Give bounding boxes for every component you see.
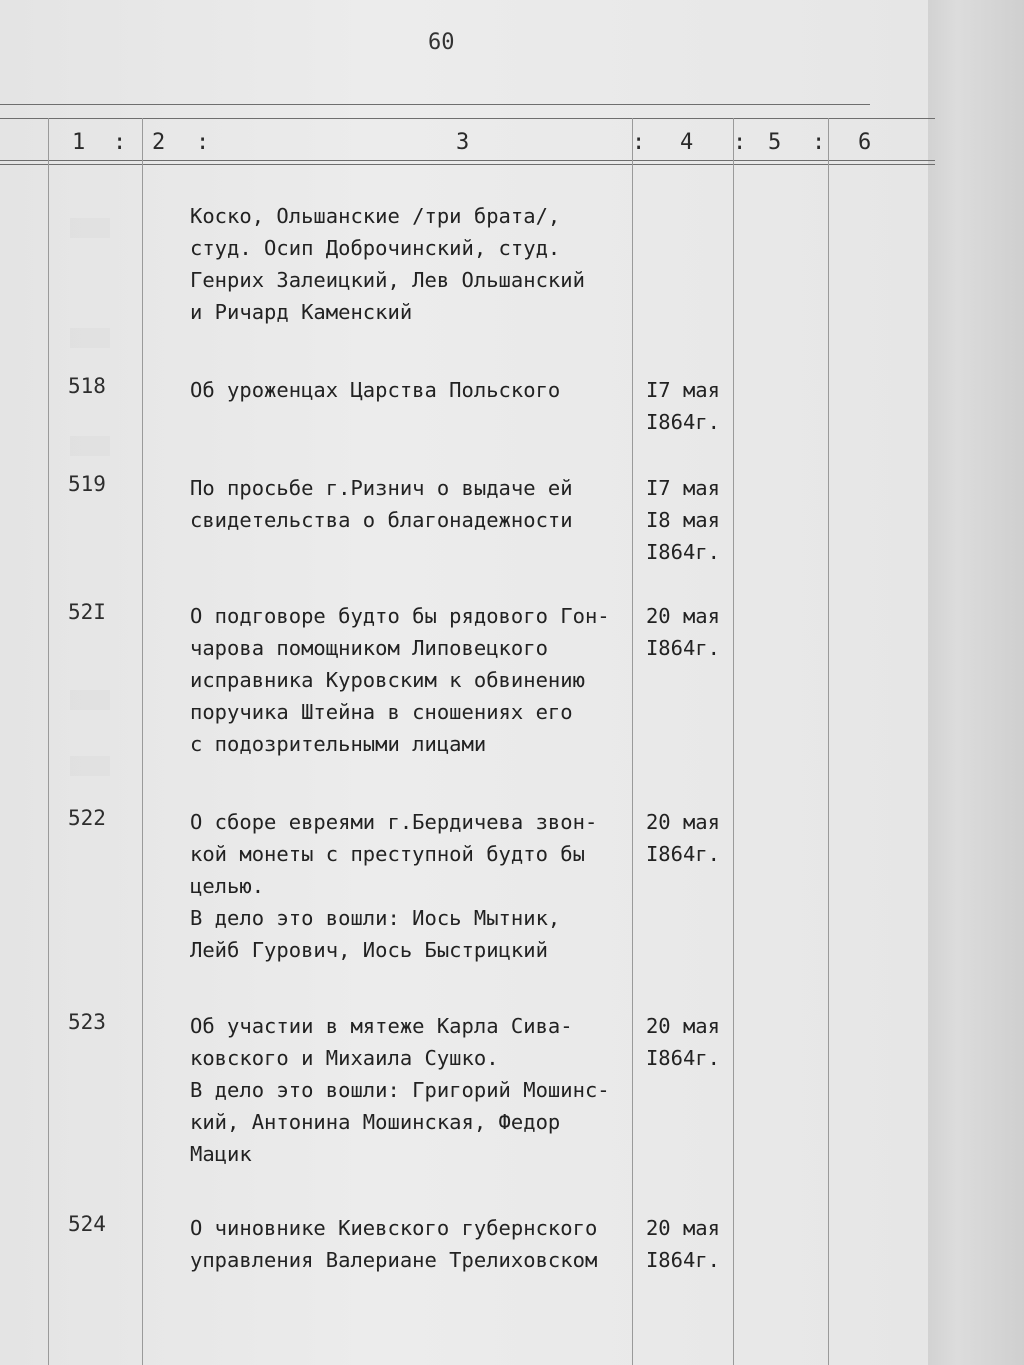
entry-title: О чиновнике Киевского губернского управления Валериане Трелиховском [190,1216,598,1272]
entry-number: 523 [68,1010,106,1034]
entry-title: О подговоре будто бы рядового Гон- чарова помощником Липовецкого исправника Куровским к обвинению поручика Штейна в сношениях его с подозрительными лицами [190,604,610,756]
page-number: 60 [428,30,455,55]
header-rule-bottom [0,164,935,165]
entry-title: По просьбе г.Ризнич о выдаче ей свидетельства о благонадежности [190,476,573,532]
entry-date: 20 мая I864г. [645,1216,720,1272]
column-rule [828,118,829,1365]
entry-number: 524 [68,1212,106,1236]
entry-title: Об уроженцах Царства Польского [190,378,561,402]
entry-number: 518 [68,374,106,398]
entry-date: I7 мая I864г. [645,378,720,434]
column-number-3: 3 [456,130,470,155]
bleed-through-mark [70,218,110,238]
column-number-6: 6 [858,130,872,155]
entry-date: 20 мая I864г. [645,810,720,866]
bleed-through-mark [70,328,110,348]
column-separator: : [733,130,747,155]
column-rule [632,118,633,1365]
entry-title: О сборе евреями г.Бердичева звон- кой монеты с преступной будто бы целью. В дело это вошли: Иось Мытник, Лейб Гурович, Иось Быстрицкий [190,810,598,962]
entry-date: 20 мая I864г. [645,1014,720,1070]
entry-number: 522 [68,806,106,830]
bleed-through-mark [70,690,110,710]
column-rule [48,118,49,1365]
entry-number: 52I [68,600,106,624]
column-number-4: 4 [680,130,694,155]
column-separator: : [632,130,646,155]
header-rule-upper [0,118,935,119]
bleed-through-mark [70,756,110,776]
header-rule-top [0,104,870,105]
column-rule [733,118,734,1365]
column-number-1: 1 [72,130,86,155]
entry-number: 519 [68,472,106,496]
column-number-2: 2 [152,130,166,155]
entry-date: I7 мая I8 мая I864г. [645,476,720,564]
bleed-through-mark [70,436,110,456]
column-rule [142,118,143,1365]
column-number-5: 5 [768,130,782,155]
column-separator: : [812,130,826,155]
header-rule-lower [0,160,935,161]
entry-title: Об участии в мятеже Карла Сива- ковского и Михаила Сушко. В дело это вошли: Григорий Мошинс- кий, Антонина Мошинская, Федор Мацик [190,1014,610,1166]
column-separator: : [196,130,210,155]
column-separator: : [113,130,127,155]
entry-date: 20 мая I864г. [645,604,720,660]
underlying-page-edge [928,0,1024,1365]
entry-title: Коско, Ольшанские /три брата/, студ. Осип Доброчинский, студ. Генрих Залеицкий, Лев Ольшанский и Ричард Каменский [190,204,585,324]
